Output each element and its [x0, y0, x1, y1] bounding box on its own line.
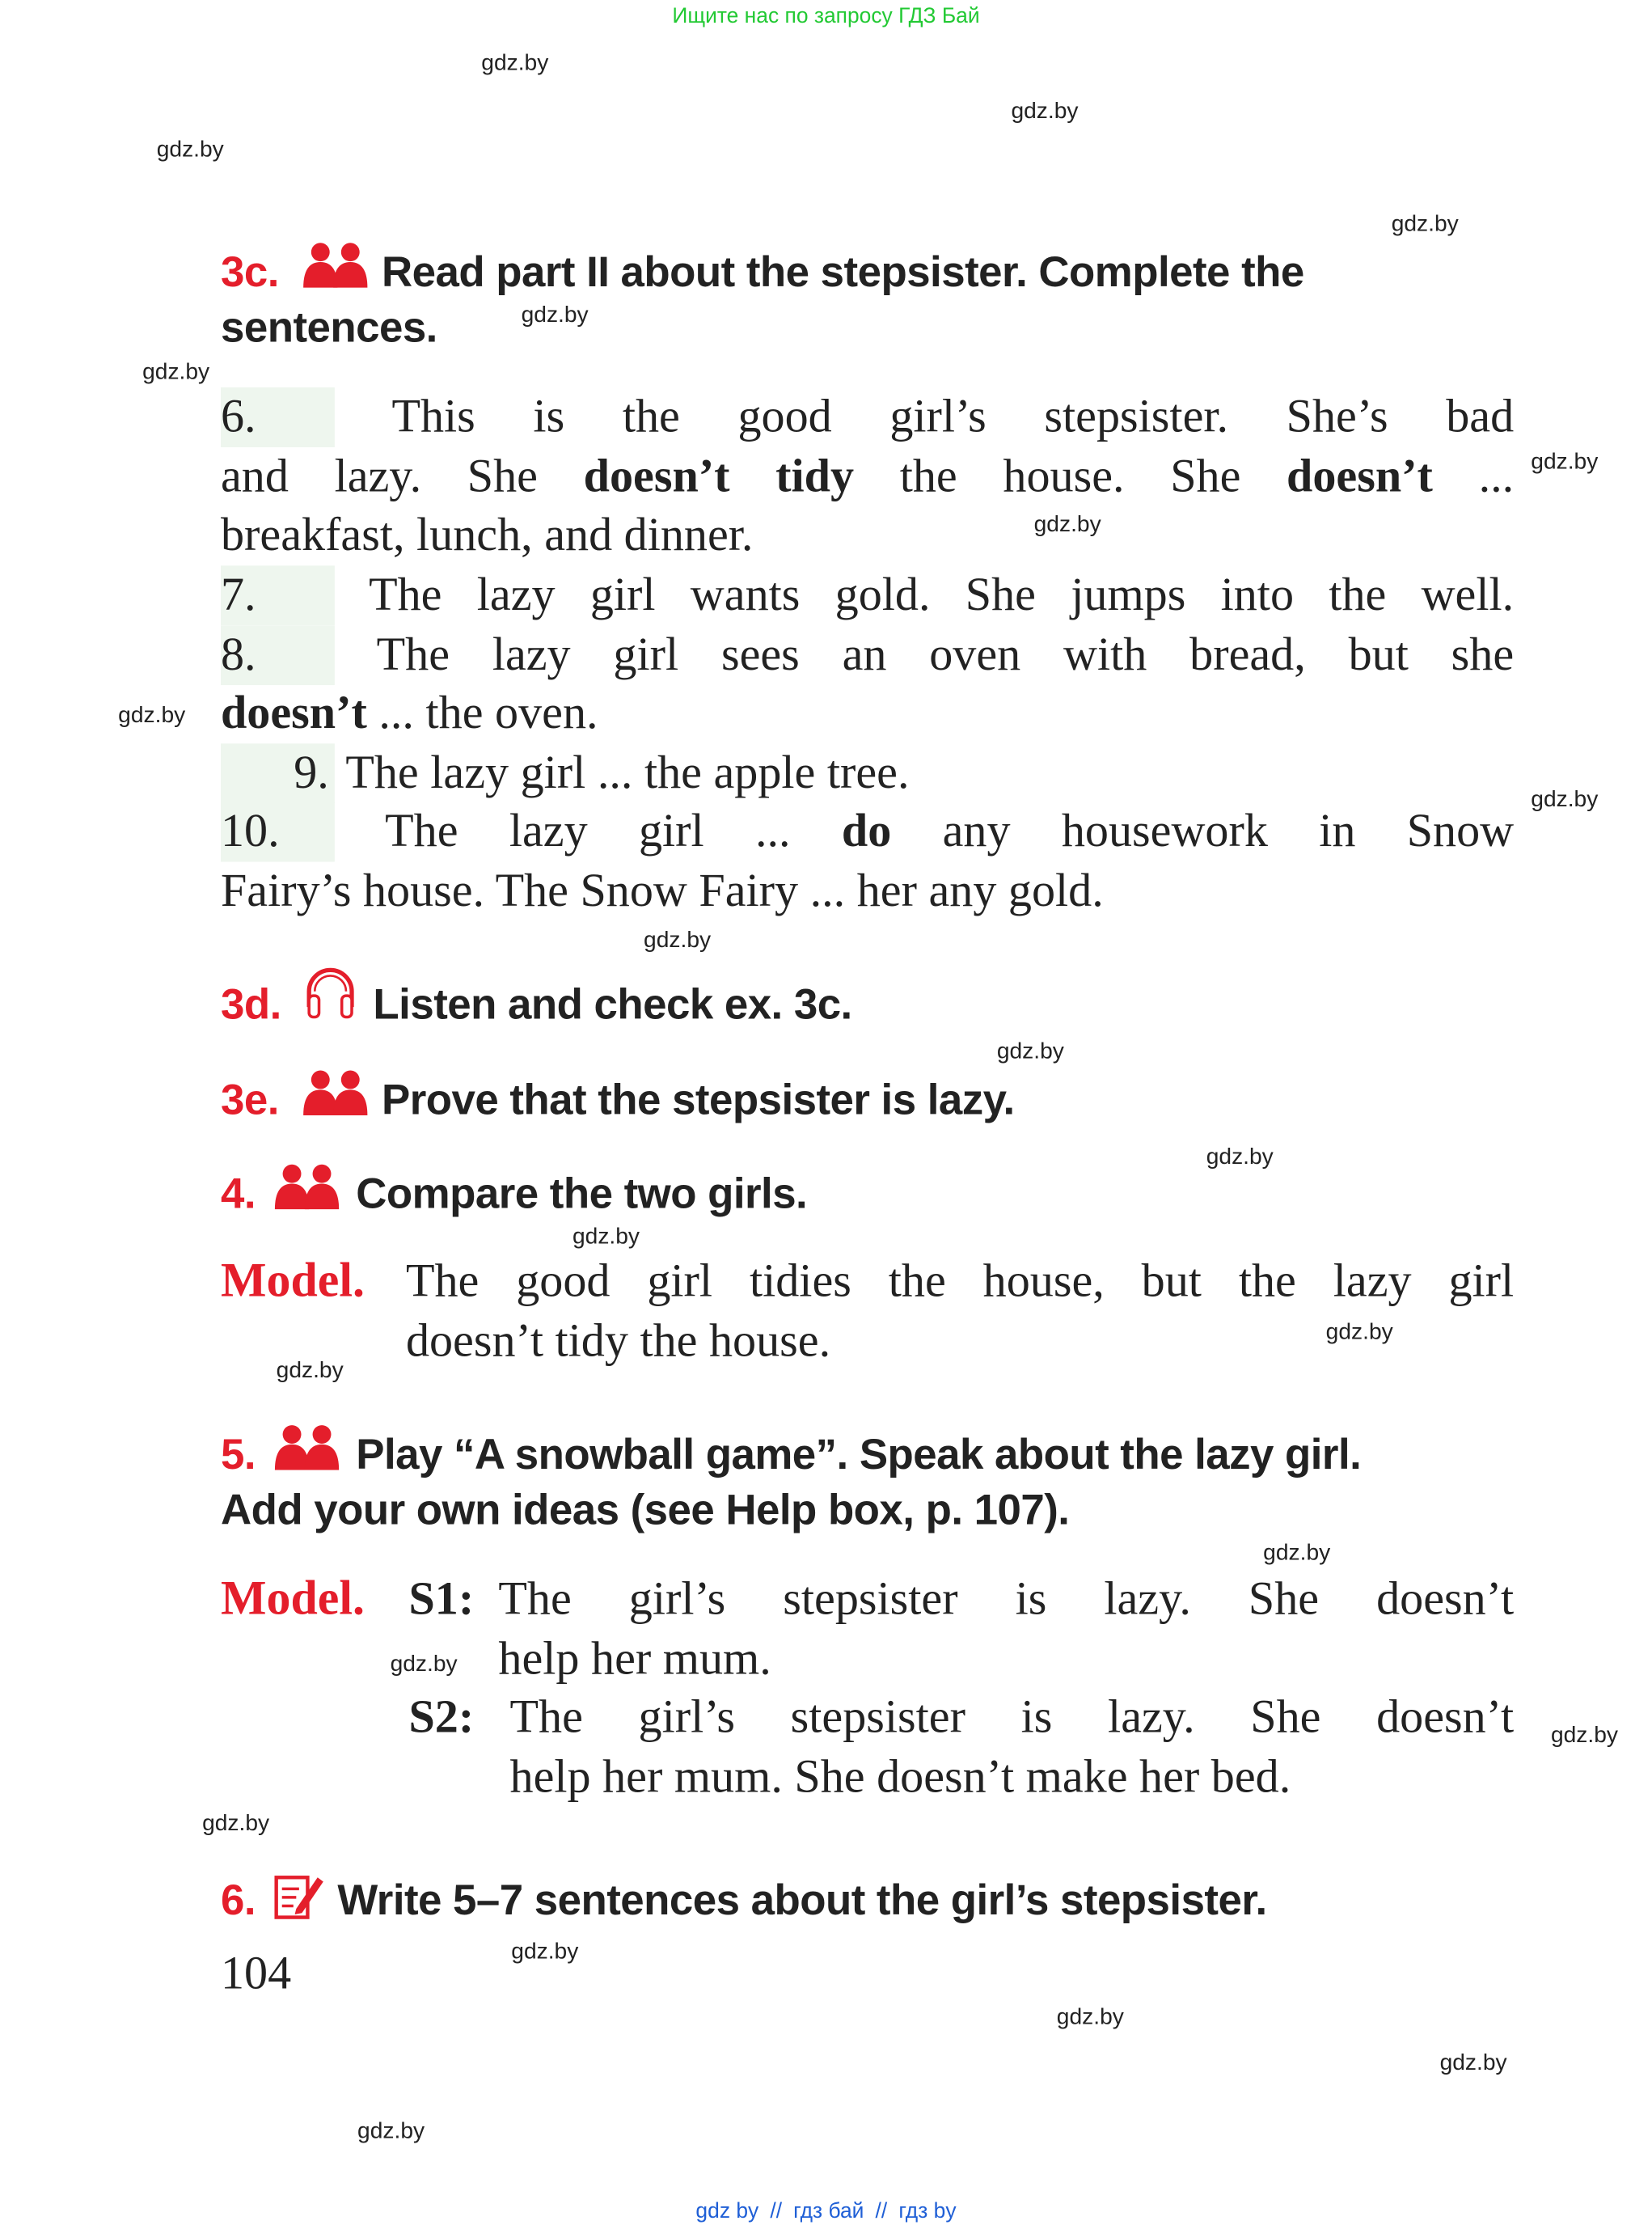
watermark: gdz.by	[481, 51, 549, 76]
exercise-instruction: Read part II about the stepsister. Complete the	[382, 249, 1304, 297]
model-text: The girl’s stepsister is lazy. She doesn’t	[509, 1692, 1515, 1744]
search-banner[interactable]: Ищите нас по запросу ГДЗ Бай	[672, 4, 980, 29]
sentence-6: 6. This is the good girl’s stepsister. She’s bad	[221, 387, 1514, 447]
watermark: gdz.by	[118, 704, 186, 728]
exercise-instruction: Play “A snowball game”. Speak about the lazy girl.	[356, 1432, 1362, 1479]
model-text: The girl’s stepsister is lazy. She doesn’t	[498, 1574, 1515, 1626]
exercise-number: 4.	[220, 1170, 256, 1218]
watermark: gdz.by	[390, 1652, 458, 1677]
speaker-label: S2:	[408, 1692, 475, 1744]
sentence-6-line2: and lazy. She doesn’t tidy the house. She doesn’t ...	[220, 451, 1515, 503]
pair-work-icon	[273, 1164, 340, 1209]
watermark: gdz.by	[572, 1225, 640, 1250]
footer-link[interactable]: gdz by	[695, 2199, 759, 2224]
watermark: gdz.by	[996, 1039, 1064, 1064]
watermark: gdz.by	[1056, 2005, 1124, 2030]
watermark: gdz.by	[1439, 2051, 1507, 2076]
watermark: gdz.by	[1391, 212, 1459, 237]
item-number: 10.	[221, 802, 335, 862]
exercise-instruction: sentences.	[220, 304, 437, 353]
watermark: gdz.by	[142, 360, 210, 385]
model-text: doesn’t tidy the house.	[405, 1316, 831, 1368]
watermark: gdz.by	[1033, 513, 1101, 537]
exercise-instruction: Compare the two girls.	[356, 1170, 808, 1218]
watermark: gdz.by	[156, 137, 224, 163]
writing-icon	[273, 1872, 324, 1920]
model-label: Model.	[220, 1572, 365, 1626]
headphones-icon	[302, 964, 358, 1021]
exercise-number: 3c.	[220, 249, 279, 297]
footer-link[interactable]: гдз бай	[793, 2199, 864, 2224]
watermark: gdz.by	[276, 1359, 344, 1384]
sentence-8-line2: doesn’t ... the oven.	[220, 687, 598, 740]
sentence-10: 10. The lazy girl ... do any housework in Snow	[221, 802, 1514, 862]
watermark: gdz.by	[202, 1812, 270, 1837]
sentence-9: 9. The lazy girl ... the apple tree.	[221, 743, 910, 803]
watermark: gdz.by	[357, 2119, 425, 2144]
watermark: gdz.by	[511, 1939, 579, 1965]
item-number: 8.	[221, 625, 335, 685]
sentence-7: 7. The lazy girl wants gold. She jumps into the well.	[221, 565, 1514, 625]
separator: //	[770, 2199, 783, 2224]
model-label: Model.	[220, 1254, 365, 1308]
watermark: gdz.by	[1531, 787, 1599, 812]
watermark: gdz.by	[1206, 1145, 1274, 1170]
exercise-number: 5.	[220, 1432, 256, 1479]
watermark: gdz.by	[521, 303, 589, 328]
watermark: gdz.by	[644, 928, 712, 954]
exercise-instruction: Prove that the stepsister is lazy.	[382, 1077, 1015, 1124]
watermark: gdz.by	[1263, 1541, 1331, 1566]
sentence-8: 8. The lazy girl sees an oven with bread, but she	[221, 625, 1514, 685]
footer-link[interactable]: гдз by	[898, 2199, 957, 2224]
watermark: gdz.by	[1011, 99, 1079, 125]
model-text: help her mum.	[498, 1634, 771, 1686]
watermark: gdz.by	[1550, 1724, 1618, 1748]
separator: //	[875, 2199, 888, 2224]
exercise-instruction: Add your own ideas (see Help box, p. 107).	[220, 1487, 1070, 1534]
item-number: 6.	[221, 387, 335, 447]
pair-work-icon	[302, 242, 369, 287]
exercise-instruction: Listen and check ex. 3c.	[373, 981, 852, 1029]
speaker-label: S1:	[408, 1574, 475, 1626]
footer-links	[0, 2199, 1652, 2225]
exercise-number: 6.	[220, 1877, 256, 1925]
item-number: 9.	[221, 743, 335, 803]
page-number: 104	[220, 1948, 292, 2000]
exercise-instruction: Write 5–7 sentences about the girl’s stepsister.	[337, 1877, 1267, 1925]
model-text: The good girl tidies the house, but the lazy girl	[405, 1256, 1515, 1308]
pair-work-icon	[273, 1424, 340, 1470]
exercise-number: 3e.	[220, 1077, 279, 1124]
model-text: help her mum. She doesn’t make her bed.	[509, 1752, 1291, 1804]
pair-work-icon	[302, 1070, 369, 1115]
sentence-10-line2: Fairy’s house. The Snow Fairy ... her any gold.	[220, 865, 1104, 918]
watermark: gdz.by	[1325, 1320, 1393, 1345]
watermark: gdz.by	[1531, 450, 1599, 475]
exercise-number: 3d.	[220, 981, 281, 1029]
sentence-6-line3: breakfast, lunch, and dinner.	[220, 510, 754, 561]
item-number: 7.	[221, 565, 335, 625]
